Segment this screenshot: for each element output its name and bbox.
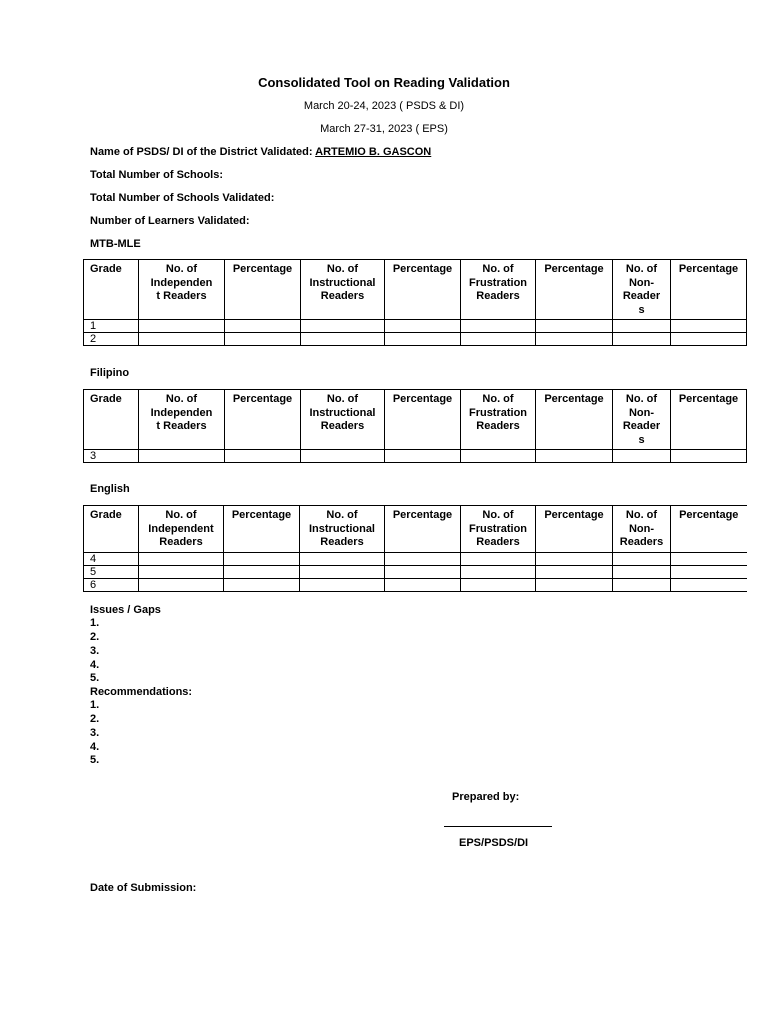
psds-name: ARTEMIO B. GASCON (315, 146, 432, 158)
table-row (84, 565, 747, 578)
psds-label: Name of PSDS/ DI of the District Validated: (90, 146, 316, 158)
total-schools-validated-label: Total Number of Schools Validated: (90, 192, 275, 204)
date-line-psds: March 20-24, 2023 ( PSDS & DI) (303, 100, 465, 112)
input-cell[interactable] (139, 320, 225, 333)
input-cell[interactable] (613, 450, 671, 463)
input-cell[interactable] (461, 578, 536, 591)
input-cell[interactable] (613, 565, 671, 578)
list-item: 5. (90, 754, 100, 766)
prepared-by-label: Prepared by: (452, 791, 520, 803)
col-percentage: Percentage (224, 506, 300, 553)
list-item: 1. (90, 699, 100, 711)
input-cell[interactable] (613, 320, 671, 333)
input-cell[interactable] (461, 450, 536, 463)
list-item: 2. (90, 713, 100, 725)
english-table (83, 505, 747, 592)
mtb-table (83, 259, 747, 346)
input-cell[interactable] (300, 552, 385, 565)
table-header-row (84, 390, 747, 450)
col-instructional: No. of Instructional Readers (300, 506, 385, 553)
input-cell[interactable] (461, 333, 536, 346)
input-cell[interactable] (300, 565, 385, 578)
col-grade: Grade (84, 506, 139, 553)
col-grade: Grade (84, 260, 139, 320)
date-of-submission-label: Date of Submission: (90, 882, 197, 894)
grade-cell: 2 (84, 333, 139, 346)
input-cell[interactable] (139, 565, 224, 578)
input-cell[interactable] (139, 450, 225, 463)
date-line-eps: March 27-31, 2023 ( EPS) (320, 123, 448, 135)
input-cell[interactable] (225, 450, 301, 463)
table-row (84, 333, 747, 346)
input-cell[interactable] (536, 320, 613, 333)
input-cell[interactable] (225, 320, 301, 333)
input-cell[interactable] (536, 552, 613, 565)
input-cell[interactable] (224, 565, 300, 578)
input-cell[interactable] (385, 578, 461, 591)
col-independent: No. of Independent Readers (139, 506, 224, 553)
list-item: 3. (90, 727, 100, 739)
col-frustration: No. of Frustration Readers (461, 260, 536, 320)
list-item: 5. (90, 672, 100, 684)
input-cell[interactable] (613, 552, 671, 565)
input-cell[interactable] (225, 333, 301, 346)
list-item: 3. (90, 645, 100, 657)
table-row (84, 450, 747, 463)
input-cell[interactable] (301, 320, 385, 333)
col-percentage: Percentage (385, 390, 461, 450)
input-cell[interactable] (536, 565, 613, 578)
grade-cell: 3 (84, 450, 139, 463)
table-row (84, 320, 747, 333)
col-percentage: Percentage (671, 260, 747, 320)
input-cell[interactable] (671, 552, 747, 565)
section-label-english: English (90, 483, 130, 495)
col-instructional: No. of Instructional Readers (301, 390, 385, 450)
list-item: 2. (90, 631, 100, 643)
grade-cell: 5 (84, 565, 139, 578)
total-schools-label: Total Number of Schools: (90, 169, 224, 181)
input-cell[interactable] (536, 450, 613, 463)
input-cell[interactable] (385, 450, 461, 463)
col-frustration: No. of Frustration Readers (461, 390, 536, 450)
list-item: 4. (90, 741, 100, 753)
col-instructional: No. of Instructional Readers (301, 260, 385, 320)
list-item: 4. (90, 659, 100, 671)
input-cell[interactable] (671, 333, 747, 346)
col-independent: No. of Independen t Readers (139, 260, 225, 320)
col-percentage: Percentage (536, 506, 613, 553)
section-label-mtb: MTB-MLE (90, 238, 141, 250)
input-cell[interactable] (301, 333, 385, 346)
input-cell[interactable] (461, 320, 536, 333)
signatory-role: EPS/PSDS/DI (459, 837, 529, 849)
col-independent: No. of Independen t Readers (139, 390, 225, 450)
filipino-table (83, 389, 747, 463)
col-grade: Grade (84, 390, 139, 450)
input-cell[interactable] (536, 333, 613, 346)
col-non-readers: No. of Non- Reader s (613, 390, 671, 450)
col-non-readers: No. of Non- Readers (613, 506, 671, 553)
input-cell[interactable] (461, 552, 536, 565)
col-percentage: Percentage (385, 506, 461, 553)
grade-cell: 6 (84, 578, 139, 591)
input-cell[interactable] (139, 578, 224, 591)
input-cell[interactable] (139, 333, 225, 346)
grade-cell: 4 (84, 552, 139, 565)
table-header-row (84, 506, 747, 553)
recommendations-heading: Recommendations: (90, 686, 193, 698)
col-percentage: Percentage (671, 506, 747, 553)
list-item: 1. (90, 617, 100, 629)
input-cell[interactable] (224, 578, 300, 591)
psds-name-line (90, 146, 431, 158)
input-cell[interactable] (613, 578, 671, 591)
input-cell[interactable] (385, 320, 461, 333)
grade-cell: 1 (84, 320, 139, 333)
table-header-row (84, 260, 747, 320)
learners-validated-label: Number of Learners Validated: (90, 215, 250, 227)
input-cell[interactable] (300, 578, 385, 591)
col-frustration: No. of Frustration Readers (461, 506, 536, 553)
input-cell[interactable] (536, 578, 613, 591)
document-title: Consolidated Tool on Reading Validation (258, 75, 510, 90)
input-cell[interactable] (385, 565, 461, 578)
input-cell[interactable] (224, 552, 300, 565)
col-percentage: Percentage (385, 260, 461, 320)
input-cell[interactable] (671, 578, 747, 591)
signature-line (444, 818, 552, 827)
col-percentage: Percentage (671, 390, 747, 450)
section-label-filipino: Filipino (90, 367, 130, 379)
table-row (84, 578, 747, 591)
col-non-readers: No. of Non- Reader s (613, 260, 671, 320)
input-cell[interactable] (301, 450, 385, 463)
input-cell[interactable] (461, 565, 536, 578)
input-cell[interactable] (671, 450, 747, 463)
table-row (84, 552, 747, 565)
input-cell[interactable] (671, 565, 747, 578)
col-percentage: Percentage (225, 260, 301, 320)
col-percentage: Percentage (536, 390, 613, 450)
input-cell[interactable] (671, 320, 747, 333)
col-percentage: Percentage (225, 390, 301, 450)
input-cell[interactable] (613, 333, 671, 346)
input-cell[interactable] (139, 552, 224, 565)
col-percentage: Percentage (536, 260, 613, 320)
input-cell[interactable] (385, 333, 461, 346)
issues-heading: Issues / Gaps (90, 604, 161, 616)
input-cell[interactable] (385, 552, 461, 565)
